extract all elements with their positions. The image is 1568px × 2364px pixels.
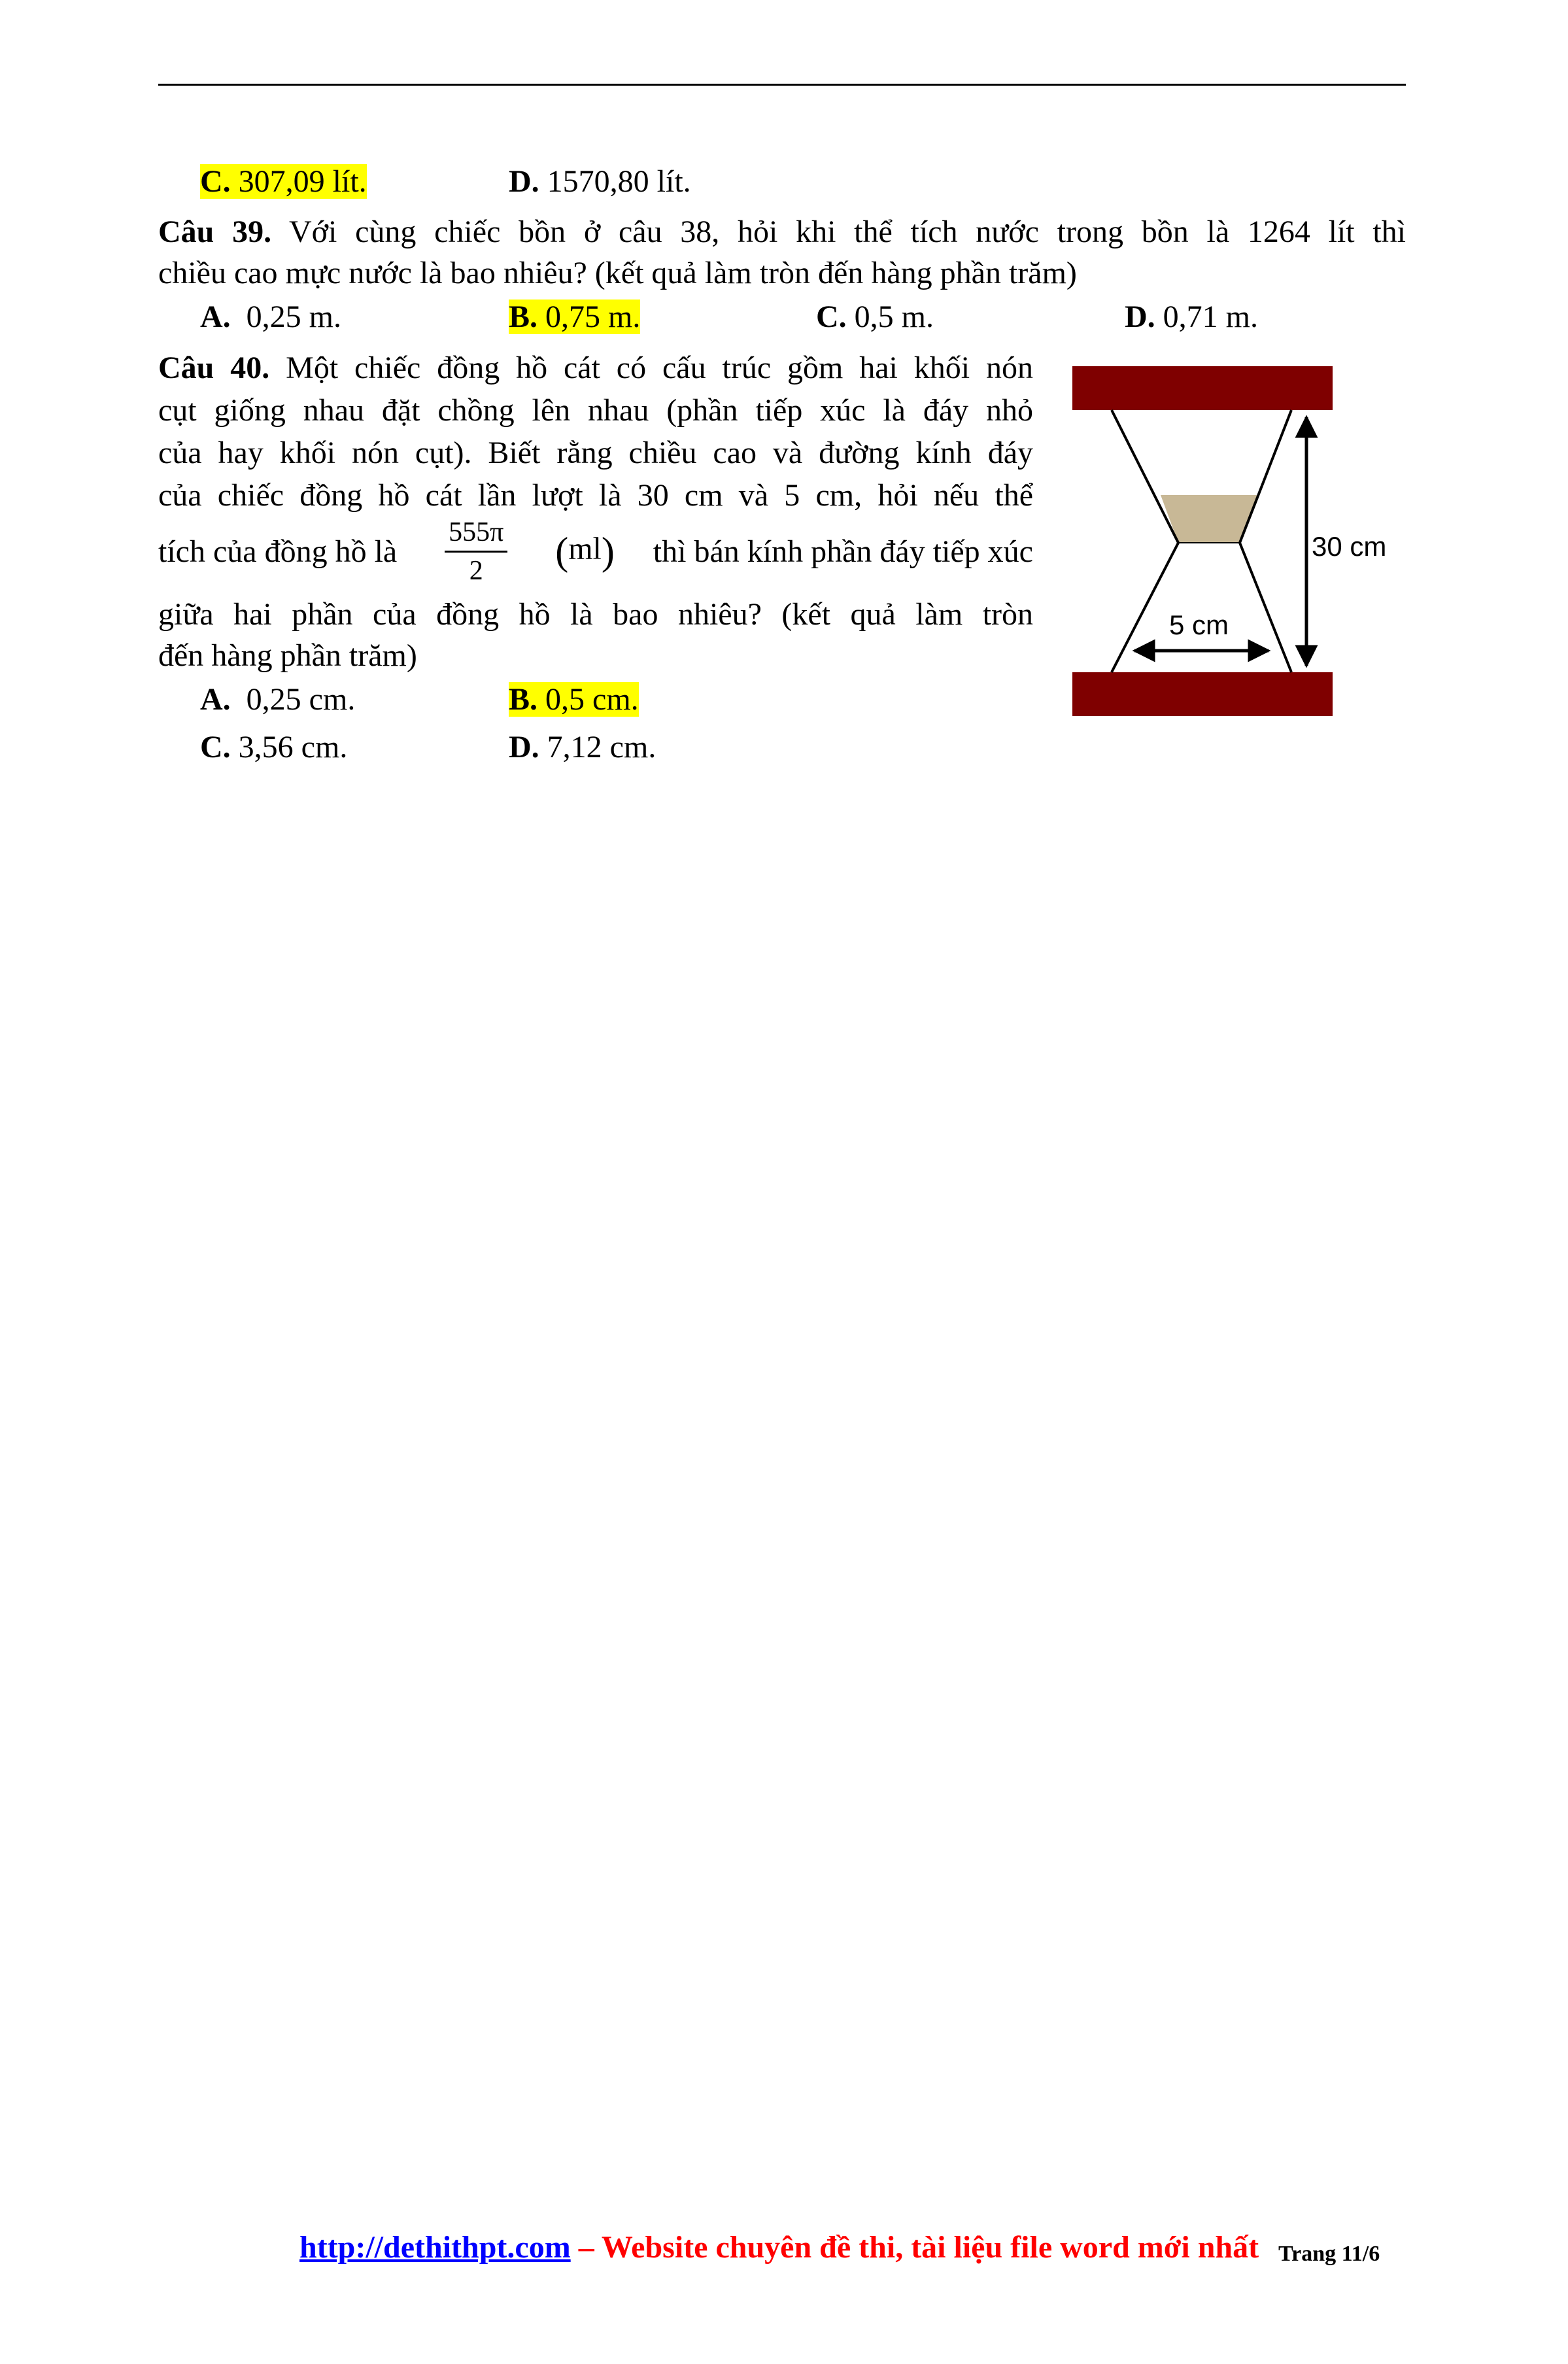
q39-label: Câu 39. bbox=[158, 214, 272, 249]
q39-option-c-text: 0,5 m. bbox=[854, 300, 934, 334]
fraction-denominator: 2 bbox=[469, 556, 483, 587]
footer bbox=[299, 2228, 1259, 2267]
q40-line-6: giữa hai phần của đồng hồ là bao nhiêu? (kết quả làm tròn bbox=[158, 597, 1033, 632]
q38-option-d-text: 1570,80 lít. bbox=[547, 164, 691, 199]
q38-option-d bbox=[509, 162, 691, 201]
left-outline bbox=[1112, 410, 1178, 672]
q40-line-1 bbox=[158, 349, 1033, 388]
q40-option-c-text: 3,56 cm. bbox=[238, 730, 348, 764]
q40-option-d bbox=[509, 728, 656, 767]
fraction-numerator: 555π bbox=[445, 517, 507, 553]
q38-option-d-label: D. bbox=[509, 164, 539, 199]
unit-text: ml bbox=[568, 531, 602, 566]
q40-option-d-text: 7,12 cm. bbox=[547, 730, 656, 764]
diameter-label: 5 cm bbox=[1169, 609, 1229, 640]
q40-line-5 bbox=[158, 517, 1033, 587]
q39-option-a-label: A. bbox=[200, 300, 231, 334]
q40-option-a bbox=[200, 680, 355, 719]
hourglass-figure bbox=[1072, 360, 1387, 726]
q39-option-d-text: 0,71 m. bbox=[1163, 300, 1259, 334]
q40-option-d-label: D. bbox=[509, 730, 539, 764]
q38-option-c bbox=[200, 162, 367, 201]
top-plate bbox=[1072, 366, 1333, 410]
q39-option-c-label: C. bbox=[816, 300, 847, 334]
q40-option-c-label: C. bbox=[200, 730, 231, 764]
q39-option-a bbox=[200, 298, 341, 337]
q40-line-4: của chiếc đồng hồ cát lần lượt là 30 cm và 5 cm, hỏi nếu thể bbox=[158, 478, 1033, 513]
header-rule bbox=[158, 84, 1406, 86]
q40-option-b-text: 0,5 cm. bbox=[545, 682, 639, 717]
footer-tagline: – Website chuyên đề thi, tài liệu file word mới nhất bbox=[570, 2230, 1259, 2265]
q39-option-b bbox=[509, 298, 640, 337]
q40-text-1: Một chiếc đồng hồ cát có cấu trúc gồm hai khối nón bbox=[286, 351, 1033, 385]
q40-text-5a: tích của đồng hồ là bbox=[158, 534, 398, 569]
q40-line-2: cụt giống nhau đặt chồng lên nhau (phần tiếp xúc là đáy nhỏ bbox=[158, 393, 1033, 428]
q40-line-7: đến hàng phần trăm) bbox=[158, 638, 417, 673]
q40-option-b-label: B. bbox=[509, 682, 538, 717]
q40-option-a-text: 0,25 cm. bbox=[246, 682, 356, 717]
volume-fraction bbox=[445, 517, 507, 587]
bottom-plate bbox=[1072, 672, 1333, 716]
q39-option-c bbox=[816, 298, 934, 337]
q39-option-d bbox=[1125, 298, 1258, 337]
q40-text-5b: thì bán kính phần đáy tiếp xúc bbox=[653, 534, 1033, 569]
q39-option-b-label: B. bbox=[509, 300, 538, 334]
q39-option-b-text: 0,75 m. bbox=[545, 300, 641, 334]
q39-option-a-text: 0,25 m. bbox=[246, 300, 342, 334]
q39-line-1 bbox=[158, 213, 1406, 252]
volume-unit: (ml) bbox=[555, 530, 615, 574]
page-number: Trang 11/6 bbox=[1278, 2242, 1380, 2266]
footer-link[interactable]: http://dethithpt.com bbox=[299, 2230, 571, 2265]
q39-line-2: chiều cao mực nước là bao nhiêu? (kết quả làm tròn đến hàng phần trăm) bbox=[158, 256, 1077, 290]
q39-text-1: Với cùng chiếc bồn ở câu 38, hỏi khi thể tích nước trong bồn là 1264 lít thì bbox=[288, 214, 1406, 249]
q40-option-b bbox=[509, 680, 639, 719]
q40-option-a-label: A. bbox=[200, 682, 231, 717]
q38-option-c-text: 307,09 lít. bbox=[238, 164, 367, 199]
right-outline bbox=[1240, 410, 1291, 672]
q40-option-c bbox=[200, 728, 347, 767]
q40-line-3: của hay khối nón cụt). Biết rằng chiều cao và đường kính đáy bbox=[158, 436, 1033, 470]
q40-label: Câu 40. bbox=[158, 351, 270, 385]
height-label: 30 cm bbox=[1312, 531, 1387, 562]
q38-option-c-label: C. bbox=[200, 164, 231, 199]
q39-option-d-label: D. bbox=[1125, 300, 1155, 334]
